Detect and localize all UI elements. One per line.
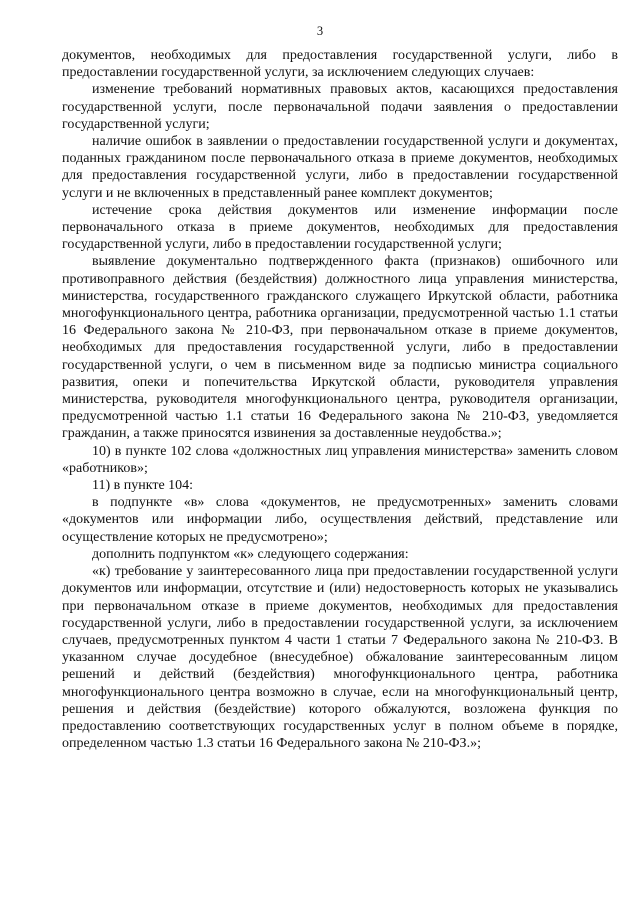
- page-number: 3: [316, 24, 324, 38]
- paragraph-exception-4: выявление документально подтвержденного факта (признаков) ошибочного или противоправного действия (бездействия) должностного лица управления министерства, министерства, государственного гражданского служащего Иркутской области, работника многофункционального центра, работника организации, предусмотренной частью 1.1 статьи 16 Федерального закона № 210-ФЗ, при первоначальном отказе в приеме документов, необходимых для предоставления государственной услуги, либо в предоставлении государственной услуги, о чем в письменном виде за подписью министра социального развития, опеки и попечительства Иркутской области, руководителя управления министерства, руководителя многофункционального центра, руководителя организации, предусмотренной частью 1.1 статьи 16 Федерального закона № 210-ФЗ, уведомляется гражданин, а также приносятся извинения за доставленные неудобства.»;: [62, 254, 618, 442]
- paragraph-exception-2: наличие ошибок в заявлении о предоставлении государственной услуги и документах, поданных гражданином после первоначального отказа в приеме документов, необходимых для предоставления государственной услуги, либо в предоставлении государственной услуги и не включенных в представленный ранее комплект документов;: [62, 134, 618, 201]
- document-body: [62, 47, 618, 752]
- paragraph-add-subitem-k: дополнить подпунктом «к» следующего содержания:: [92, 546, 409, 562]
- paragraph-item-10: 10) в пункте 102 слова «должностных лиц управления министерства» заменить словом «работников»;: [62, 443, 618, 476]
- paragraph-item-11: 11) в пункте 104:: [92, 478, 194, 494]
- paragraph-subitem-v: в подпункте «в» слова «документов, не предусмотренных» заменить словами «документов или информации либо, осуществления действий, представление или осуществление которых не предусмотрено»;: [62, 495, 618, 545]
- paragraph-exception-1: изменение требований нормативных правовых актов, касающихся предоставления государственной услуги, после первоначальной подачи заявления о предоставлении государственной услуги;: [62, 82, 618, 132]
- paragraph-continuation: документов, необходимых для предоставления государственной услуги, либо в предоставлении государственной услуги, за исключением следующих случаев:: [62, 48, 618, 81]
- paragraph-exception-3: истечение срока действия документов или изменение информации после первоначального отказа в приеме документов, необходимых для предоставления государственной услуги, либо в предоставлении государственной услуги;: [62, 202, 618, 253]
- paragraph-subitem-k-text: «к) требование у заинтересованного лица при предоставлении государственной услуги документов или информации, отсутствие и (или) недостоверность которых не указывались при первоначальном отказе в приеме документов, необходимых для предоставления государственной услуги, либо в предоставлении государственной услуги, за исключением случаев, предусмотренных пунктом 4 части 1 статьи 7 Федерального закона № 210-ФЗ. В указанном случае досудебное (внесудебное) обжалование заинтересованным лицом решений и действий (бездействия) многофункционального центра, работника многофункционального центра возможно в случае, если на многофункциональный центр, решения и действия (бездействие) которого обжалуются, возложена функция по предоставлению соответствующих государственных услуг в полном объеме в порядке, определенном частью 1.3 статьи 16 Федерального закона № 210-ФЗ.»;: [62, 564, 618, 752]
